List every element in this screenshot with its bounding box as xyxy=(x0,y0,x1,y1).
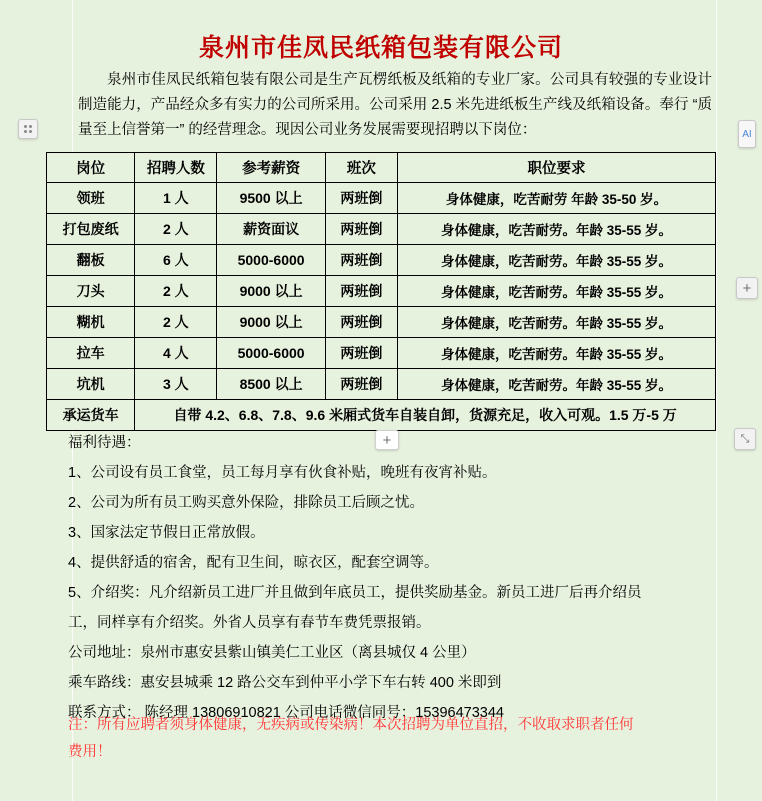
benefit-item: 1、公司设有员工食堂，员工每月享有伙食补贴，晚班有夜宵补贴。 xyxy=(68,465,497,481)
cell-count: 4 人 xyxy=(135,338,217,369)
cell-shift: 两班倒 xyxy=(325,276,397,307)
cell-requirements: 身体健康，吃苦耐劳。年龄 35-55 岁。 xyxy=(398,307,716,338)
header-post: 岗位 xyxy=(47,153,135,183)
table-row xyxy=(47,307,716,338)
table-row xyxy=(47,338,716,369)
cell-post: 刀头 xyxy=(47,276,135,307)
table-row xyxy=(47,183,716,214)
cell-requirements: 身体健康，吃苦耐劳。年龄 35-55 岁。 xyxy=(398,369,716,400)
cell-count: 2 人 xyxy=(135,214,217,245)
cell-salary: 9000 以上 xyxy=(217,276,325,307)
table-header-row xyxy=(47,153,716,183)
resize-handle-icon[interactable]: ⤡ xyxy=(734,428,756,450)
cell-shift: 两班倒 xyxy=(325,245,397,276)
notice-section xyxy=(68,712,728,766)
cell-count: 1 人 xyxy=(135,183,217,214)
cell-post: 糊机 xyxy=(47,307,135,338)
cell-salary: 5000-6000 xyxy=(217,245,325,276)
bus-route: 乘车路线：惠安县城乘 12 路公交车到仲平小学下车右转 400 米即到 xyxy=(68,675,502,691)
cell-post: 打包废纸 xyxy=(47,214,135,245)
cell-count: 3 人 xyxy=(135,369,217,400)
table-row-truck xyxy=(47,400,716,431)
drag-handle-icon[interactable] xyxy=(18,119,38,139)
table-row xyxy=(47,369,716,400)
cell-salary: 8500 以上 xyxy=(217,369,325,400)
company-address: 公司地址：泉州市惠安县紫山镇美仁工业区（离县城仅 4 公里） xyxy=(68,645,476,661)
cell-requirements: 身体健康，吃苦耐劳。年龄 35-55 岁。 xyxy=(398,338,716,369)
header-requirements: 职位要求 xyxy=(398,153,716,183)
header-count: 招聘人数 xyxy=(135,153,217,183)
intro-paragraph: 泉州市佳凤民纸箱包装有限公司是生产瓦楞纸板及纸箱的专业厂家。公司具有较强的专业设计制造能力，产品经众多有实力的公司所采用。公司采用 2.5 米先进纸板生产线及纸箱设备。奉行 “质量至上信誉第一” 的经营理念。现因公司业务发展需要现招聘以下岗位： xyxy=(78,72,712,138)
benefit-item: 3、国家法定节假日正常放假。 xyxy=(68,525,265,541)
notice-line-2: 费用！ xyxy=(68,744,112,760)
cell-shift: 两班倒 xyxy=(325,307,397,338)
benefit-item: 2、公司为所有员工购买意外保险，排除员工后顾之忧。 xyxy=(68,495,425,511)
benefits-heading: 福利待遇： xyxy=(68,435,141,451)
cell-shift: 两班倒 xyxy=(325,338,397,369)
cell-shift: 两班倒 xyxy=(325,183,397,214)
cell-requirements: 身体健康，吃苦耐劳。年龄 35-55 岁。 xyxy=(398,245,716,276)
table-row xyxy=(47,245,716,276)
table-row xyxy=(47,214,716,245)
cell-post: 翻板 xyxy=(47,245,135,276)
cell-truck-text: 自带 4.2、6.8、7.8、9.6 米厢式货车自装自卸，货源充足，收入可观。1.5 万-5 万 xyxy=(135,400,716,431)
header-salary: 参考薪资 xyxy=(217,153,325,183)
cell-requirements: 身体健康，吃苦耐劳 年龄 35-50 岁。 xyxy=(398,183,716,214)
cell-salary: 5000-6000 xyxy=(217,338,325,369)
benefits-section xyxy=(68,428,718,728)
cell-post: 坑机 xyxy=(47,369,135,400)
cell-shift: 两班倒 xyxy=(325,369,397,400)
header-shift: 班次 xyxy=(325,153,397,183)
cell-post: 领班 xyxy=(47,183,135,214)
cell-salary: 薪资面议 xyxy=(217,214,325,245)
ai-assistant-button[interactable]: AI xyxy=(738,120,756,148)
benefit-item: 4、提供舒适的宿舍，配有卫生间，晾衣区，配套空调等。 xyxy=(68,555,439,571)
job-listing-table xyxy=(46,152,716,431)
cell-count: 2 人 xyxy=(135,307,217,338)
cell-post: 拉车 xyxy=(47,338,135,369)
notice-line-1: 注：所有应聘者须身体健康，无疾病或传染病！本次招聘为单位直招，不收取求职者任何 xyxy=(68,717,634,733)
insert-button[interactable]: + xyxy=(375,430,399,450)
cell-requirements: 身体健康，吃苦耐劳。年龄 35-55 岁。 xyxy=(398,276,716,307)
contact-info: 联系方式： 陈经理 13806910821 公司电话微信同号：15396473344 xyxy=(68,705,504,721)
cell-count: 6 人 xyxy=(135,245,217,276)
cell-truck-label: 承运货车 xyxy=(47,400,135,431)
cell-requirements: 身体健康，吃苦耐劳。年龄 35-55 岁。 xyxy=(398,214,716,245)
cell-salary: 9000 以上 xyxy=(217,307,325,338)
add-row-right-button[interactable]: + xyxy=(736,277,758,299)
cell-salary: 9500 以上 xyxy=(217,183,325,214)
page-title: 泉州市佳凤民纸箱包装有限公司 xyxy=(198,34,563,62)
benefit-item: 5、介绍奖：凡介绍新员工进厂并且做到年底员工，提供奖励基金。新员工进厂后再介绍员 xyxy=(68,585,642,601)
cell-shift: 两班倒 xyxy=(325,214,397,245)
table-row xyxy=(47,276,716,307)
grid-dots-icon xyxy=(24,125,32,133)
cell-count: 2 人 xyxy=(135,276,217,307)
benefit-item: 工，同样享有介绍奖。外省人员享有春节车费凭票报销。 xyxy=(68,615,431,631)
